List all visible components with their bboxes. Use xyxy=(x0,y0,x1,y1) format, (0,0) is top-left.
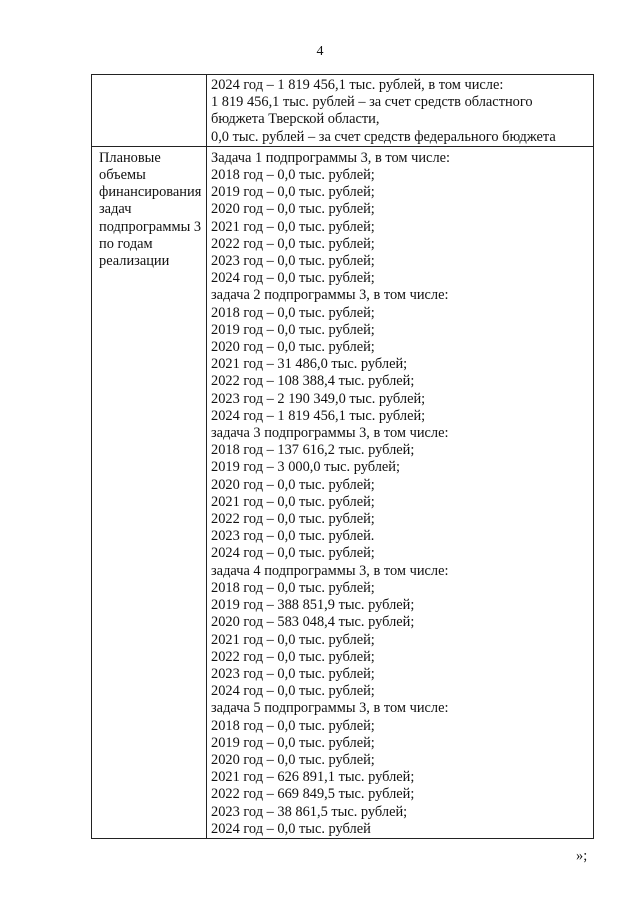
table-row-financing xyxy=(92,146,594,838)
year-line: 2022 год – 108 388,4 тыс. рублей; xyxy=(211,373,415,390)
year-line: 2022 год – 0,0 тыс. рублей; xyxy=(211,648,375,665)
financing-values-cell xyxy=(207,146,594,838)
year-line: 2019 год – 0,0 тыс. рублей; xyxy=(211,184,375,201)
task-heading: задача 2 подпрограммы 3, в том числе: xyxy=(211,287,449,304)
year-line: 2018 год – 0,0 тыс. рублей; xyxy=(211,579,375,596)
task-heading: задача 3 подпрограммы 3, в том числе: xyxy=(211,425,449,442)
year-line: 2018 год – 137 616,2 тыс. рублей; xyxy=(211,442,415,459)
task-heading: задача 5 подпрограммы 3, в том числе: xyxy=(211,700,449,717)
year-line: 2020 год – 583 048,4 тыс. рублей; xyxy=(211,614,415,631)
year-line: 2023 год – 38 861,5 тыс. рублей; xyxy=(211,803,408,820)
year-line: 2021 год – 0,0 тыс. рублей; xyxy=(211,631,375,648)
year-line: 2024 год – 0,0 тыс. рублей; xyxy=(211,545,375,562)
financing-table xyxy=(91,74,594,839)
year-line: 2019 год – 0,0 тыс. рублей; xyxy=(211,321,375,338)
year-line: 2024 год – 0,0 тыс. рублей xyxy=(211,820,371,837)
year-line: 2018 год – 0,0 тыс. рублей; xyxy=(211,717,375,734)
year-line: 2022 год – 0,0 тыс. рублей; xyxy=(211,511,375,528)
continuation-line: 1 819 456,1 тыс. рублей – за счет средств областного xyxy=(211,94,533,111)
year-line: 2020 год – 0,0 тыс. рублей; xyxy=(211,476,375,493)
continuation-label-cell xyxy=(92,75,207,147)
continuation-line: бюджета Тверской области, xyxy=(211,111,380,128)
year-line: 2022 год – 669 849,5 тыс. рублей; xyxy=(211,786,415,803)
task-heading: задача 4 подпрограммы 3, в том числе: xyxy=(211,562,449,579)
continuation-line: 2024 год – 1 819 456,1 тыс. рублей, в том числе: xyxy=(211,77,504,93)
year-line: 2022 год – 0,0 тыс. рублей; xyxy=(211,235,375,252)
year-line: 2023 год – 0,0 тыс. рублей; xyxy=(211,665,375,682)
year-line: 2019 год – 3 000,0 тыс. рублей; xyxy=(211,459,400,476)
year-line: 2021 год – 0,0 тыс. рублей; xyxy=(211,493,375,510)
table-row-continuation xyxy=(92,75,594,147)
financing-label-cell xyxy=(92,146,207,838)
year-line: 2018 год – 0,0 тыс. рублей; xyxy=(211,304,375,321)
year-line: 2023 год – 0,0 тыс. рублей. xyxy=(211,528,375,545)
year-line: 2024 год – 0,0 тыс. рублей; xyxy=(211,270,375,287)
year-line: 2019 год – 0,0 тыс. рублей; xyxy=(211,734,375,751)
year-line: 2018 год – 0,0 тыс. рублей; xyxy=(211,167,375,184)
year-line: 2020 год – 0,0 тыс. рублей; xyxy=(211,751,375,768)
year-line: 2023 год – 2 190 349,0 тыс. рублей; xyxy=(211,390,426,407)
year-line: 2021 год – 626 891,1 тыс. рублей; xyxy=(211,769,415,786)
task-heading: Задача 1 подпрограммы 3, в том числе: xyxy=(211,149,451,166)
continuation-line: 0,0 тыс. рублей – за счет средств федерального бюджета xyxy=(211,128,556,145)
page-number: 4 xyxy=(316,44,324,59)
year-line: 2024 год – 0,0 тыс. рублей; xyxy=(211,683,375,700)
year-line: 2021 год – 31 486,0 тыс. рублей; xyxy=(211,356,408,373)
year-line: 2020 год – 0,0 тыс. рублей; xyxy=(211,339,375,356)
year-line: 2023 год – 0,0 тыс. рублей; xyxy=(211,253,375,270)
year-line: 2024 год – 1 819 456,1 тыс. рублей; xyxy=(211,407,426,424)
closing-quote-mark: »; xyxy=(576,848,588,864)
continuation-values-cell xyxy=(207,75,594,147)
financing-label: Плановые объемы финансирования задач подпрограммы 3 по годам реализации xyxy=(99,149,202,270)
year-line: 2021 год – 0,0 тыс. рублей; xyxy=(211,218,375,235)
year-line: 2020 год – 0,0 тыс. рублей; xyxy=(211,201,375,218)
year-line: 2019 год – 388 851,9 тыс. рублей; xyxy=(211,597,415,614)
